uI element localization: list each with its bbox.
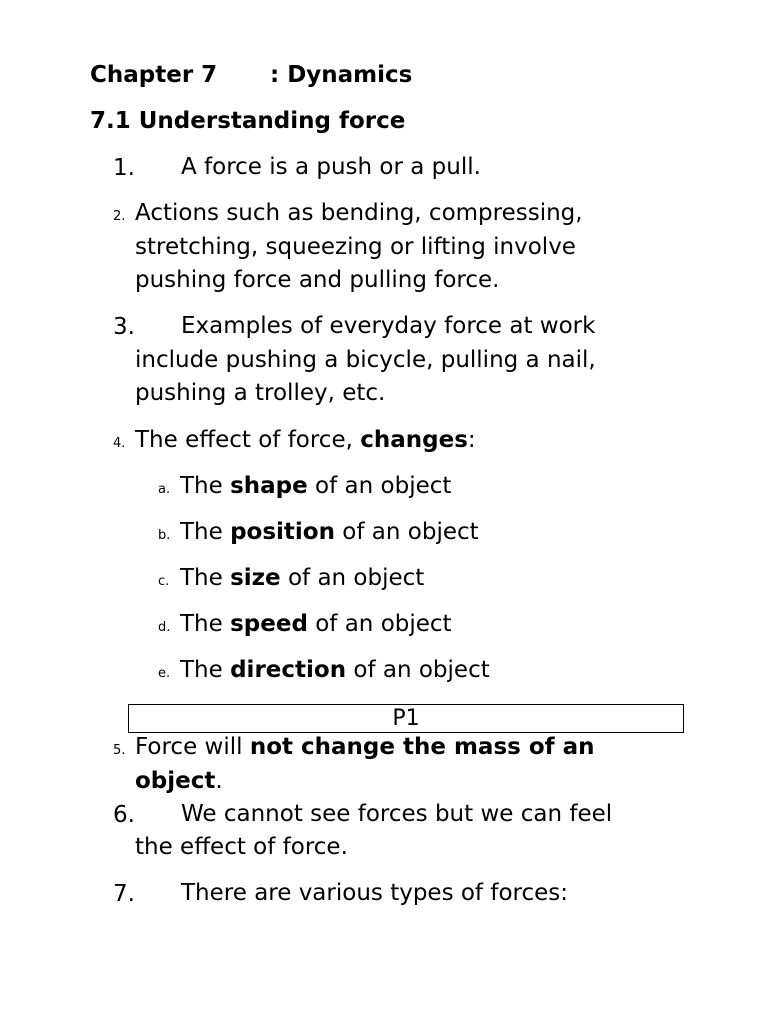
chapter-title: : Dynamics	[270, 62, 413, 88]
item-1-marker: 1.	[113, 155, 135, 181]
item-7-text: There are various types of forces:	[181, 880, 568, 906]
item-6-line-1: We cannot see forces but we can feel	[181, 801, 613, 827]
sub-item-c-marker: c.	[158, 574, 170, 589]
page-marker-box: P1	[128, 704, 684, 733]
item-2-line-2: stretching, squeezing or lifting involve	[135, 234, 576, 260]
item-4-marker: 4.	[113, 436, 126, 451]
item-3-marker: 3.	[113, 314, 135, 340]
section-title: 7.1 Understanding force	[90, 108, 406, 134]
item-5-marker: 5.	[113, 743, 126, 758]
sub-item-b-marker: b.	[158, 528, 171, 543]
item-7-marker: 7.	[113, 881, 135, 907]
item-2-line-1: Actions such as bending, compressing,	[135, 200, 583, 226]
item-6-marker: 6.	[113, 802, 135, 828]
item-3-line-1: Examples of everyday force at work	[181, 313, 596, 339]
item-2-line-3: pushing force and pulling force.	[135, 267, 500, 293]
sub-item-a-marker: a.	[158, 482, 171, 497]
item-2-marker: 2.	[113, 209, 126, 224]
item-4-text: The effect of force, changes:	[135, 427, 476, 453]
sub-item-e-text: The direction of an object	[180, 657, 490, 683]
sub-item-a-text: The shape of an object	[180, 473, 452, 499]
item-5-line-1: Force will not change the mass of an	[135, 734, 595, 760]
sub-item-b-text: The position of an object	[180, 519, 479, 545]
item-6-line-2: the effect of force.	[135, 834, 348, 860]
sub-item-d-marker: d.	[158, 620, 171, 635]
sub-item-d-text: The speed of an object	[180, 611, 452, 637]
item-5-line-2: object.	[135, 768, 223, 794]
sub-item-e-marker: e.	[158, 666, 171, 681]
item-1-text: A force is a push or a pull.	[181, 154, 481, 180]
item-3-line-3: pushing a trolley, etc.	[135, 380, 386, 406]
sub-item-c-text: The size of an object	[180, 565, 425, 591]
chapter-number: Chapter 7	[90, 62, 218, 88]
item-3-line-2: include pushing a bicycle, pulling a nail,	[135, 347, 596, 373]
